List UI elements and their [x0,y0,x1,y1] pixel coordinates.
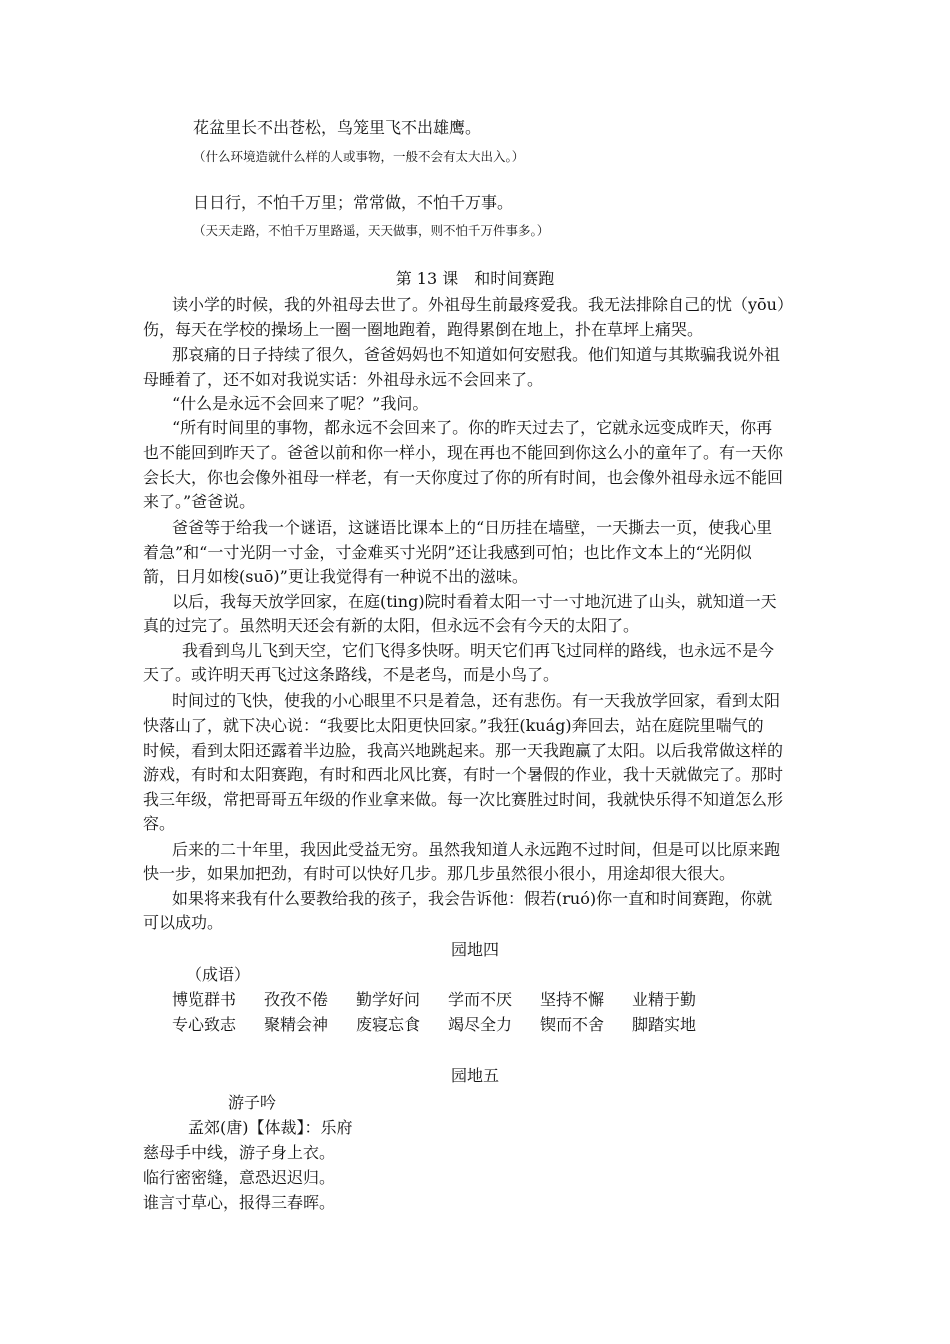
paragraph-line: 着急”和“一寸光阴一寸金，寸金难买寸光阴”还让我感到可怕；也比作文本上的“光阴似 [143,543,752,562]
paragraph-line: 天了。或许明天再飞过这条路线，不是老鸟，而是小鸟了。 [143,665,560,684]
paragraph-line: 可以成功。 [143,913,224,932]
paragraph-line: 伤，每天在学校的操场上一圈一圈地跑着，跑得累倒在地上，扑在草坪上痛哭。 [143,320,704,339]
idiom-label: （成语） [186,965,251,984]
paragraph-line: 来了。”爸爸说。 [143,492,256,511]
paragraph-line: 母睡着了，还不如对我说实话：外祖母永远不会回来了。 [143,370,544,389]
garden5-title: 园地五 [450,1066,499,1085]
paragraph-line: 时间过的飞快，使我的小心眼里不只是着急，还有悲伤。有一天我放学回家，看到太阳 [172,691,781,710]
proverb-text: 花盆里长不出苍松，鸟笼里飞不出雄鹰。 [193,118,482,137]
idiom-row [172,1015,724,1035]
poem-author: 孟郊(唐)【体裁】：乐府 [188,1118,353,1137]
poem-title: 游子吟 [228,1093,277,1112]
proverb-note: （天天走路，不怕千万里路遥，天天做事，则不怕千万件事多。） [193,223,550,238]
paragraph-line: 那哀痛的日子持续了很久，爸爸妈妈也不知道如何安慰我。他们知道与其欺骗我说外祖 [172,345,781,364]
idiom: 专心致志 [172,1015,237,1034]
poem-verse: 临行密密缝，意恐迟迟归。 [143,1168,336,1187]
paragraph-line: 真的过完了。虽然明天还会有新的太阳，但永远不会有今天的太阳了。 [143,616,640,635]
paragraph-line: 游戏，有时和太阳赛跑，有时和西北风比赛，有时一个暑假的作业，我十天就做完了。那时 [143,765,784,784]
garden4-title: 园地四 [450,940,499,959]
paragraph-line: 箭，日月如梭(suō)”更让我觉得有一种说不出的滋味。 [143,567,528,586]
paragraph-line: 时候，看到太阳还露着半边脸，我高兴地跳起来。那一天我跑赢了太阳。以后我常做这样的 [143,741,784,760]
idiom: 业精于勤 [632,990,697,1009]
paragraph-line: 以后，我每天放学回家，在庭(ting)院时看着太阳一寸一寸地沉进了山头，就知道一天 [172,592,777,611]
idiom: 孜孜不倦 [264,990,329,1009]
idiom: 学而不厌 [448,990,513,1009]
lesson-title: 第 13 课 和时间赛跑 [395,269,555,288]
idiom: 竭尽全力 [448,1015,513,1034]
proverb-text: 日日行，不怕千万里；常常做，不怕千万事。 [193,193,514,212]
proverb-note: （什么环境造就什么样的人或事物，一般不会有太大出入。） [193,149,525,164]
idiom: 博览群书 [172,990,237,1009]
paragraph-line: “什么是永远不会回来了呢？”我问。 [172,394,429,413]
idiom: 勤学好问 [356,990,421,1009]
idiom: 锲而不舍 [540,1015,605,1034]
paragraph-line: 会长大，你也会像外祖母一样老，有一天你度过了你的所有时间，也会像外祖母永远不能回 [143,468,784,487]
idiom-row [172,990,724,1010]
paragraph-line: “所有时间里的事物，都永远不会回来了。你的昨天过去了，它就永远变成昨天，你再 [172,418,773,437]
paragraph-line: 快一步，如果加把劲，有时可以快好几步。那几步虽然很小很小，用途却很大很大。 [143,864,736,883]
paragraph-line: 容。 [143,814,176,833]
idiom: 坚持不懈 [540,990,605,1009]
paragraph-line: 读小学的时候，我的外祖母去世了。外祖母生前最疼爱我。我无法排除自己的忧（yōu） [172,295,793,314]
idiom: 脚踏实地 [632,1015,697,1034]
paragraph-line: 我看到鸟儿飞到天空，它们飞得多快呀。明天它们再飞过同样的路线，也永远不是今 [182,641,775,660]
paragraph-line: 后来的二十年里，我因此受益无穷。虽然我知道人永远跑不过时间，但是可以比原来跑 [172,840,781,859]
paragraph-line: 也不能回到昨天了。爸爸以前和你一样小，现在再也不能回到你这么小的童年了。有一天你 [143,443,784,462]
paragraph-line: 如果将来我有什么要教给我的孩子，我会告诉他：假若(ruó)你一直和时间赛跑，你就 [172,889,773,908]
paragraph-line: 我三年级，常把哥哥五年级的作业拿来做。每一次比赛胜过时间，我就快乐得不知道怎么形 [143,790,784,809]
poem-verse: 谁言寸草心，报得三春晖。 [143,1193,336,1212]
poem-verse: 慈母手中线，游子身上衣。 [143,1143,336,1162]
idiom: 废寝忘食 [356,1015,421,1034]
paragraph-line: 快落山了，就下决心说：“我要比太阳更快回家。”我狂(kuág)奔回去，站在庭院里喘气的 [143,716,764,735]
idiom: 聚精会神 [264,1015,329,1034]
paragraph-line: 爸爸等于给我一个谜语，这谜语比课本上的“日历挂在墙壁，一天撕去一页，使我心里 [172,518,773,537]
